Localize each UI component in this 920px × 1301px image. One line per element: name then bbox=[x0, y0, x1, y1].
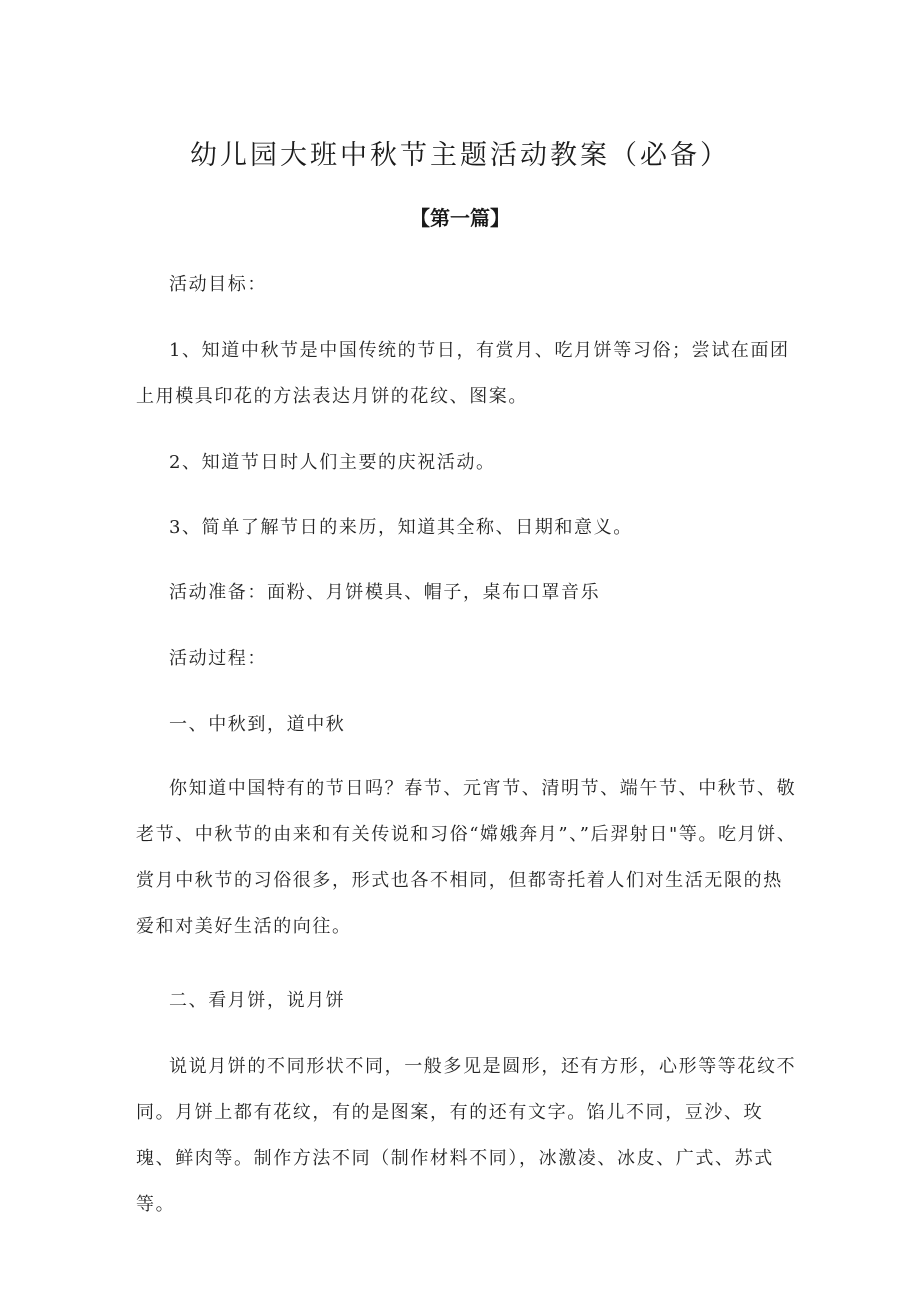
paragraph-preparation: 活动准备：面粉、月饼模具、帽子，桌布口罩音乐 bbox=[169, 582, 601, 603]
paragraph-process-heading: 活动过程： bbox=[169, 648, 267, 669]
document-title: 幼儿园大班中秋节主题活动教案（必备） bbox=[190, 140, 730, 171]
paragraph-goal-1: 1、知道中秋节是中国传统的节日，有赏月、吃月饼等习俗；尝试在面团上用模具印花的方法表达月饼的花纹、图案。 bbox=[136, 340, 790, 407]
paragraph-goals-heading: 活动目标： bbox=[169, 274, 267, 295]
paragraph-section-1-body: 你知道中国特有的节日吗？春节、元宵节、清明节、端午节、中秋节、敬老节、中秋节的由来和有关传说和习俗“嫦娥奔月”、”后羿射日"等。吃月饼、赏月中秋节的习俗很多，形式也各不相同，但都寄托着人们对生活无限的热爱和对美好生活的向往。 bbox=[136, 778, 797, 937]
paragraph-goal-3: 3、简单了解节日的来历，知道其全称、日期和意义。 bbox=[169, 517, 633, 538]
paragraph-goal-2: 2、知道节日时人们主要的庆祝活动。 bbox=[169, 452, 496, 473]
paragraph-section-2-heading: 二、看月饼，说月饼 bbox=[169, 990, 346, 1011]
paragraph-section-2-body: 说说月饼的不同形状不同，一般多见是圆形，还有方形，心形等等花纹不同。月饼上都有花纹，有的是图案，有的还有文字。馅儿不同，豆沙、玫瑰、鲜肉等。制作方法不同（制作材料不同），冰激凌、冰皮、广式、苏式等。 bbox=[136, 1056, 797, 1215]
paragraph-section-1-heading: 一、中秋到，道中秋 bbox=[169, 714, 346, 735]
section-label: 【第一篇】 bbox=[410, 206, 510, 230]
